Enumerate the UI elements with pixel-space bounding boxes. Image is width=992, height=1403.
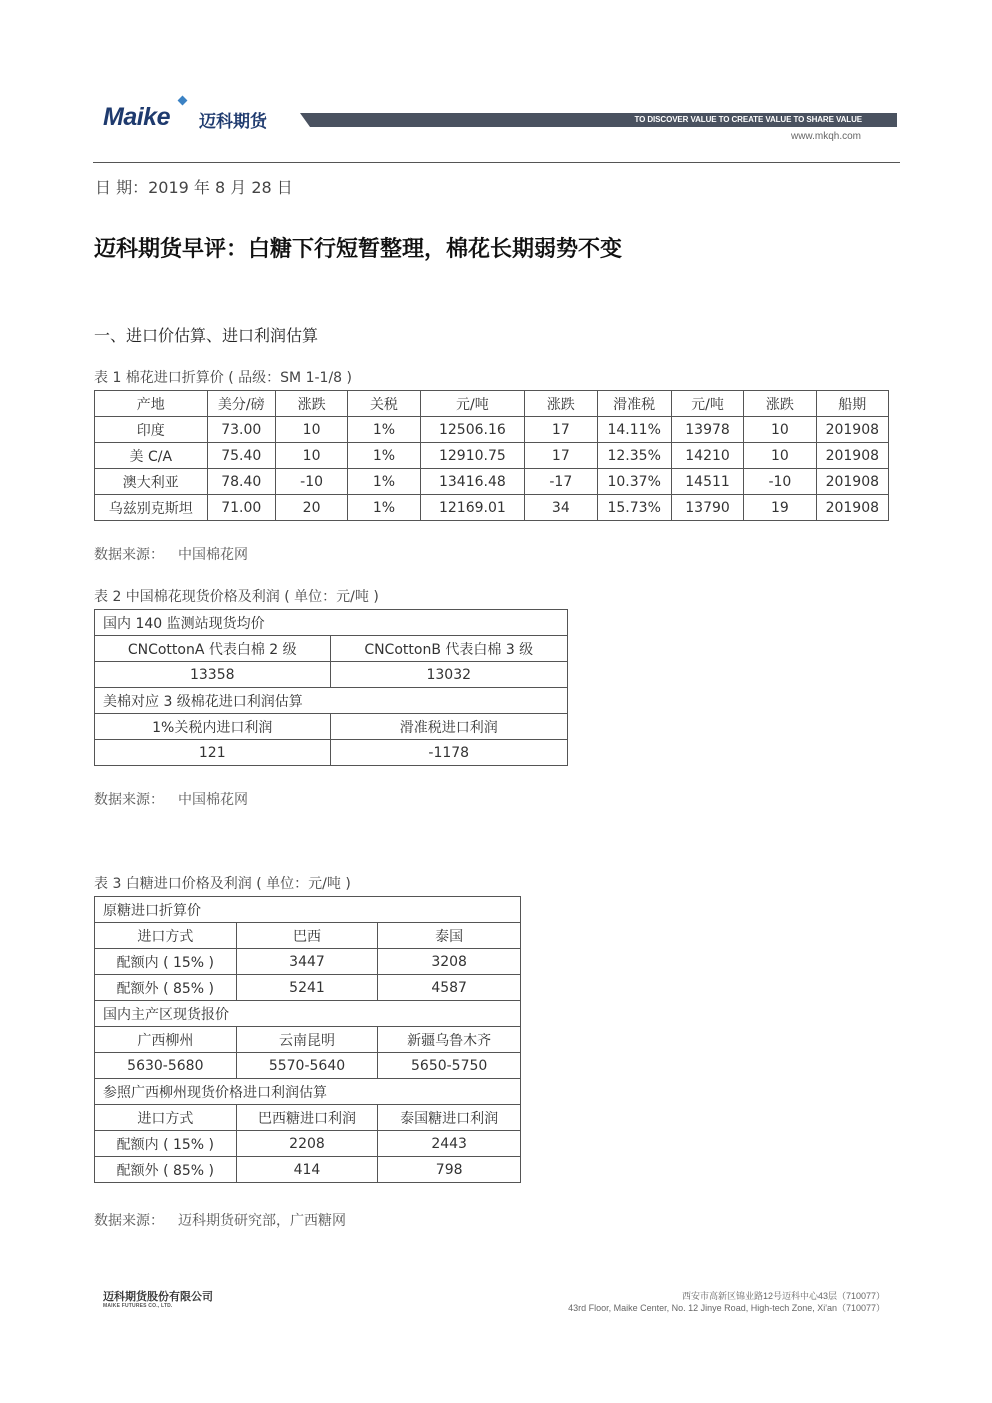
table-row	[95, 1157, 521, 1183]
table2-caption: 表 2 中国棉花现货价格及利润 ( 单位：元/吨 )	[94, 589, 379, 605]
table-cell: 10.37%	[597, 469, 671, 495]
table-header-row	[95, 636, 568, 662]
table-cell: 4587	[378, 975, 521, 1001]
table-cell: 1%	[348, 495, 420, 521]
header-cell: 1%关税内进口利润	[95, 714, 331, 740]
table-cell: 印度	[95, 417, 208, 443]
header-cell: 滑准税	[597, 391, 671, 417]
table-cell: 美 C/A	[95, 443, 208, 469]
table1-source	[94, 544, 248, 564]
table-cell: 13416.48	[420, 469, 525, 495]
table2-cotton-spot-price	[94, 609, 568, 766]
table-cell: 12910.75	[420, 443, 525, 469]
footer-company	[103, 1291, 213, 1310]
table-cell: 12506.16	[420, 417, 525, 443]
header-website: www.mkqh.com	[790, 131, 861, 142]
logo-diamond-icon	[178, 96, 188, 106]
section-cell: 原糖进口折算价	[95, 897, 521, 923]
table-cell: 73.00	[207, 417, 275, 443]
table-cell: 17	[525, 443, 597, 469]
footer-company-cn: 迈科期货股份有限公司	[103, 1290, 213, 1303]
table-cell: 12.35%	[597, 443, 671, 469]
table-cell: 3208	[378, 949, 521, 975]
table1-cotton-import-price	[94, 390, 889, 521]
table-cell: 配额外 ( 85% )	[95, 1157, 237, 1183]
header-cell: CNCottonB 代表白棉 3 级	[330, 636, 568, 662]
header-cell: 滑准税进口利润	[330, 714, 568, 740]
header-cell: 泰国糖进口利润	[378, 1105, 521, 1131]
table-cell: 15.73%	[597, 495, 671, 521]
table-row	[95, 662, 568, 688]
table-row	[95, 949, 521, 975]
header-cell: 进口方式	[95, 923, 237, 949]
table-cell: 5650-5750	[378, 1053, 521, 1079]
table-cell: 201908	[816, 495, 888, 521]
table-cell: 5570-5640	[236, 1053, 378, 1079]
table-cell: 17	[525, 417, 597, 443]
section-cell: 国内主产区现货报价	[95, 1001, 521, 1027]
table-cell: 34	[525, 495, 597, 521]
table-cell: 13358	[95, 662, 331, 688]
header-cell: 产地	[95, 391, 208, 417]
header-cell: 涨跌	[525, 391, 597, 417]
source-value: 中国棉花网	[178, 547, 248, 563]
table-cell: 201908	[816, 469, 888, 495]
table-cell: 20	[275, 495, 347, 521]
table-cell: 配额内 ( 15% )	[95, 949, 237, 975]
table-cell: 5630-5680	[95, 1053, 237, 1079]
table-cell: 10	[744, 417, 816, 443]
table-cell: 10	[744, 443, 816, 469]
logo-wordmark: Maike	[103, 103, 170, 131]
header-cell: 元/吨	[420, 391, 525, 417]
header-cell: 泰国	[378, 923, 521, 949]
table-cell: -1178	[330, 740, 568, 766]
table-cell: 14210	[671, 443, 743, 469]
header-cell: 船期	[816, 391, 888, 417]
table-row	[95, 1131, 521, 1157]
table-row	[95, 495, 889, 521]
table3-caption: 表 3 白糖进口价格及利润 ( 单位：元/吨 )	[94, 876, 351, 892]
table-header-row	[95, 391, 889, 417]
table-cell: 13978	[671, 417, 743, 443]
table-cell: 78.40	[207, 469, 275, 495]
table-cell: 13790	[671, 495, 743, 521]
table-cell: 配额内 ( 15% )	[95, 1131, 237, 1157]
table-header-row	[95, 1027, 521, 1053]
section-heading: 一、进口价估算、进口利润估算	[94, 326, 319, 345]
table-cell: 配额外 ( 85% )	[95, 975, 237, 1001]
table-cell: 798	[378, 1157, 521, 1183]
table-section-row	[95, 1001, 521, 1027]
footer-company-en: MAIKE FUTURES CO., LTD.	[103, 1303, 173, 1309]
header-cell: 广西柳州	[95, 1027, 237, 1053]
table-cell: 澳大利亚	[95, 469, 208, 495]
header-cell: CNCottonA 代表白棉 2 级	[95, 636, 331, 662]
source-value: 中国棉花网	[178, 792, 248, 808]
table-cell: 75.40	[207, 443, 275, 469]
header-divider	[93, 162, 900, 163]
table-header-row	[95, 714, 568, 740]
table-cell: 121	[95, 740, 331, 766]
table-cell: 5241	[236, 975, 378, 1001]
table-cell: 12169.01	[420, 495, 525, 521]
report-date: 日 期：2019 年 8 月 28 日	[95, 178, 293, 197]
table3-source	[94, 1210, 346, 1230]
header-cell: 涨跌	[275, 391, 347, 417]
source-label: 数据来源：	[94, 1213, 164, 1229]
table-row	[95, 975, 521, 1001]
header-cell: 巴西糖进口利润	[236, 1105, 378, 1131]
report-title: 迈科期货早评：白糖下行短暂整理，棉花长期弱势不变	[94, 237, 623, 262]
header-cell: 关税	[348, 391, 420, 417]
table-cell: 10	[275, 443, 347, 469]
table-cell: 2208	[236, 1131, 378, 1157]
table-section-row	[95, 688, 568, 714]
table-cell: 13032	[330, 662, 568, 688]
table-cell: -10	[744, 469, 816, 495]
table-cell: 201908	[816, 443, 888, 469]
table-section-row	[95, 1079, 521, 1105]
table-cell: 1%	[348, 443, 420, 469]
source-label: 数据来源：	[94, 792, 164, 808]
table-header-row	[95, 923, 521, 949]
table-cell: 19	[744, 495, 816, 521]
table-cell: 2443	[378, 1131, 521, 1157]
table-cell: 14.11%	[597, 417, 671, 443]
table-row	[95, 417, 889, 443]
table-cell: 414	[236, 1157, 378, 1183]
table-cell: -17	[525, 469, 597, 495]
table-row	[95, 469, 889, 495]
header-cell: 进口方式	[95, 1105, 237, 1131]
table-cell: 10	[275, 417, 347, 443]
table-section-row	[95, 610, 568, 636]
table-row	[95, 443, 889, 469]
table-cell: 1%	[348, 417, 420, 443]
header-cell: 巴西	[236, 923, 378, 949]
table2-source	[94, 789, 248, 809]
table-cell: 71.00	[207, 495, 275, 521]
source-label: 数据来源：	[94, 547, 164, 563]
header-cell: 新疆乌鲁木齐	[378, 1027, 521, 1053]
table-row	[95, 1053, 521, 1079]
footer-address-en: 43rd Floor, Maike Center, No. 12 Jinye Road, High-tech Zone, Xi'an（710077）	[568, 1303, 885, 1313]
header-cell: 美分/磅	[207, 391, 275, 417]
table-cell: -10	[275, 469, 347, 495]
table-cell: 1%	[348, 469, 420, 495]
section-cell: 美棉对应 3 级棉花进口利润估算	[95, 688, 568, 714]
logo-chinese-name: 迈科期货	[199, 112, 267, 132]
table-section-row	[95, 897, 521, 923]
table1-caption: 表 1 棉花进口折算价 ( 品级：SM 1-1/8 )	[94, 370, 352, 386]
table3-sugar-import-price	[94, 896, 521, 1183]
footer-address-cn: 西安市高新区锦业路12号迈科中心43层（710077）	[681, 1291, 885, 1301]
header-cell: 涨跌	[744, 391, 816, 417]
header-slogan: TO DISCOVER VALUE TO CREATE VALUE TO SHARE VALUE	[634, 115, 862, 124]
header-cell: 云南昆明	[236, 1027, 378, 1053]
table-cell: 201908	[816, 417, 888, 443]
table-cell: 14511	[671, 469, 743, 495]
table-cell: 乌兹别克斯坦	[95, 495, 208, 521]
table-header-row	[95, 1105, 521, 1131]
company-logo	[103, 103, 278, 133]
table-cell: 3447	[236, 949, 378, 975]
table-row	[95, 740, 568, 766]
section-cell: 国内 140 监测站现货均价	[95, 610, 568, 636]
header-cell: 元/吨	[671, 391, 743, 417]
footer-address	[500, 1290, 885, 1314]
section-cell: 参照广西柳州现货价格进口利润估算	[95, 1079, 521, 1105]
source-value: 迈科期货研究部，广西糖网	[178, 1213, 346, 1229]
